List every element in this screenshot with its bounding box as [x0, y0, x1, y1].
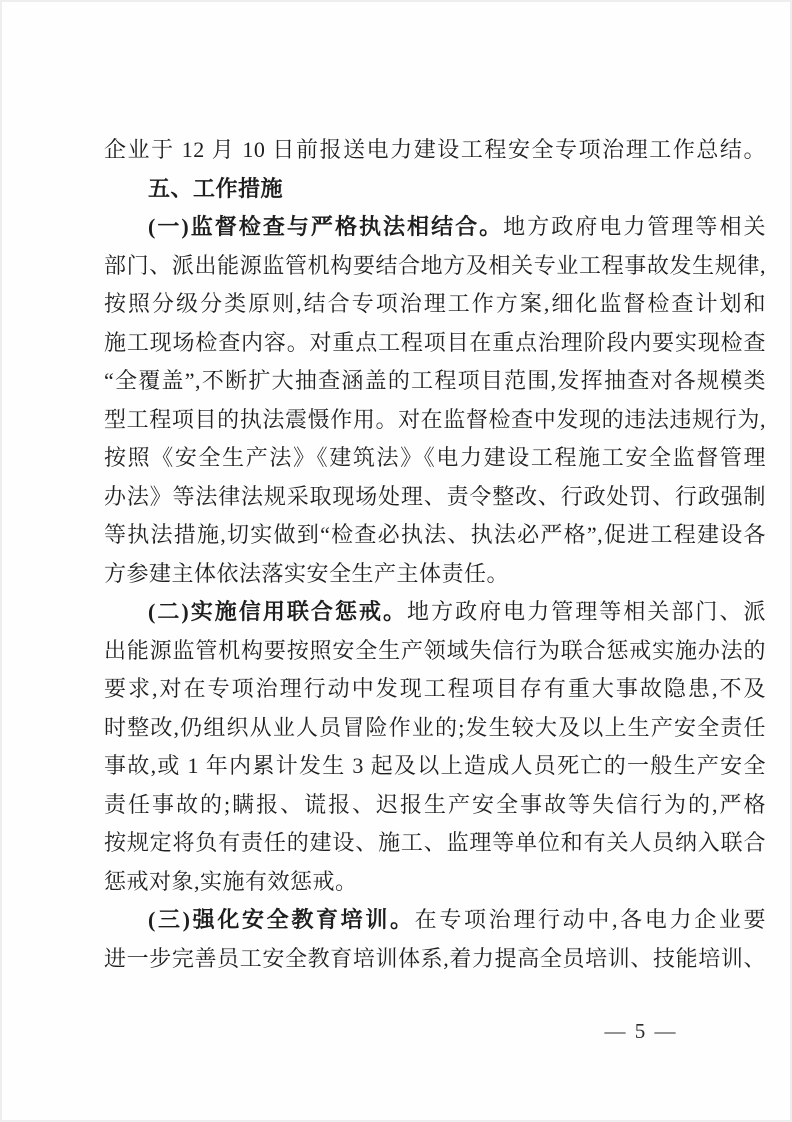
- line-text: 事故,或 1 年内累计发生 3 起及以上造成人员死亡的一般生产安全: [104, 753, 766, 778]
- line-text: 按照分级分类原则,结合专项治理工作方案,细化监督检查计划和: [104, 291, 766, 316]
- line-text: 按规定将负有责任的建设、施工、监理等单位和有关人员纳入联合: [104, 830, 766, 855]
- text-line: [104, 747, 766, 786]
- paragraph-3-lead: (三)强化安全教育培训。: [148, 907, 415, 932]
- text-line: [104, 632, 766, 671]
- text-line: [104, 478, 766, 517]
- paragraph-2-start-line: [104, 593, 766, 632]
- line-text: 办法》等法律法规采取现场处理、责令整改、行政处罚、行政强制: [104, 483, 766, 509]
- section-heading: [104, 170, 766, 209]
- line-text: 进一步完善员工安全教育培训体系,着力提高全员培训、技能培训、: [104, 945, 766, 971]
- line-text: 惩戒对象,实施有效惩戒。: [104, 868, 358, 894]
- line-text: 方参建主体依法落实安全生产主体责任。: [104, 560, 510, 586]
- paragraph-2-end-line: [104, 863, 766, 902]
- line-text: “全覆盖”,不断扩大抽查涵盖的工程项目范围,发挥抽查对各规模类: [104, 368, 766, 393]
- text-line: [104, 670, 766, 709]
- line-text: 施工现场检查内容。对重点工程项目在重点治理阶段内要实现检查: [104, 329, 766, 355]
- paragraph-2-lead: (二)实施信用联合惩戒。: [148, 599, 408, 624]
- line-text: 等执法措施,切实做到“检查必执法、执法必严格”,促进工程建设各: [104, 522, 766, 547]
- line-text: 按照《安全生产法》《建筑法》《电力建设工程施工安全监督管理: [104, 445, 766, 470]
- line-text: 责任事故的;瞒报、谎报、迟报生产安全事故等失信行为的,严格: [104, 791, 766, 817]
- line-text: 地方政府电力管理等相关部门、派: [407, 599, 766, 624]
- text-line: [104, 324, 766, 363]
- line-text: 在专项治理行动中,各电力企业要: [414, 907, 766, 932]
- line-text: 部门、派出能源监管机构要结合地方及相关专业工程事故发生规律,: [104, 252, 766, 278]
- text-line: [104, 131, 766, 170]
- text-line: [104, 516, 766, 555]
- line-text: 出能源监管机构要按照安全生产领域失信行为联合惩戒实施办法的: [104, 637, 766, 663]
- line-text: 地方政府电力管理等相关: [503, 214, 766, 239]
- paragraph-1-lead: (一)监督检查与严格执法相结合。: [148, 214, 504, 239]
- line-text: 要求,对在专项治理行动中发现工程项目存有重大事故隐患,不及: [104, 676, 766, 701]
- page-number: — 5 —: [604, 1019, 678, 1043]
- document-body: [104, 131, 766, 978]
- line-text: 企业于 12 月 10 日前报送电力建设工程安全专项治理工作总结。: [104, 137, 766, 162]
- text-line: [104, 439, 766, 478]
- text-line: [104, 786, 766, 825]
- text-line: [104, 824, 766, 863]
- text-line: [104, 362, 766, 401]
- section-heading-text: 五、工作措施: [148, 175, 284, 201]
- paragraph-1-end-line: [104, 555, 766, 594]
- line-text: 型工程项目的执法震慑作用。对在监督检查中发现的违法违规行为,: [104, 406, 766, 432]
- paragraph-1-start-line: [104, 208, 766, 247]
- line-text: 时整改,仍组织从业人员冒险作业的;发生较大及以上生产安全责任: [104, 714, 766, 740]
- text-line: [104, 709, 766, 748]
- text-line: [104, 285, 766, 324]
- text-line: [104, 401, 766, 440]
- paragraph-3-start-line: [104, 901, 766, 940]
- text-line: [104, 247, 766, 286]
- text-line: [104, 940, 766, 979]
